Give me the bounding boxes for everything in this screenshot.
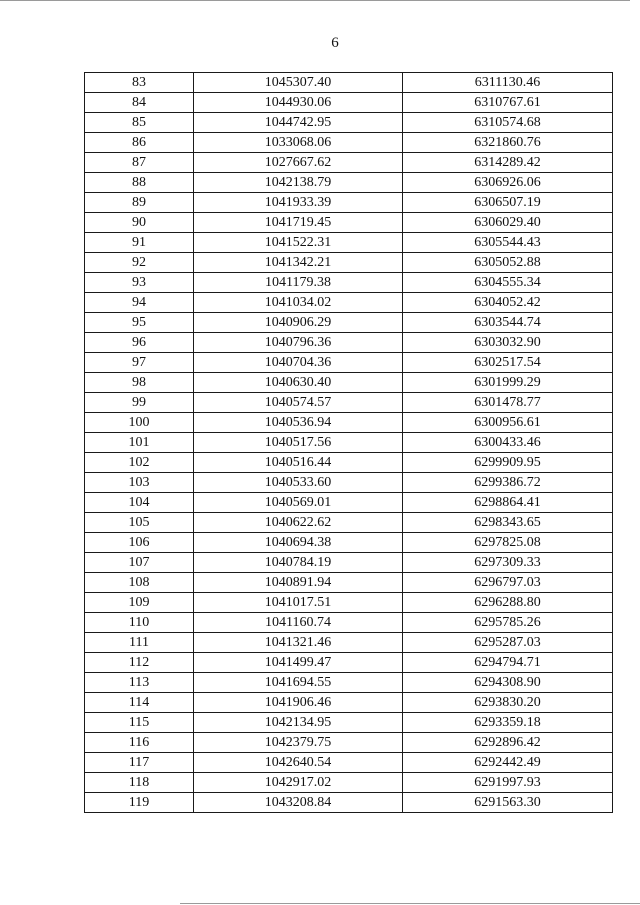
x-coordinate-cell: 1042917.02 [194, 773, 403, 793]
table-row [85, 353, 613, 373]
point-number-cell: 85 [85, 113, 194, 133]
x-coordinate-cell: 1040704.36 [194, 353, 403, 373]
table-row [85, 193, 613, 213]
point-number-cell: 83 [85, 73, 194, 93]
y-coordinate-cell: 6306029.40 [403, 213, 613, 233]
y-coordinate-cell: 6305544.43 [403, 233, 613, 253]
y-coordinate-cell: 6298343.65 [403, 513, 613, 533]
x-coordinate-cell: 1040574.57 [194, 393, 403, 413]
point-number-cell: 90 [85, 213, 194, 233]
x-coordinate-cell: 1042379.75 [194, 733, 403, 753]
table-row [85, 133, 613, 153]
y-coordinate-cell: 6292896.42 [403, 733, 613, 753]
y-coordinate-cell: 6306926.06 [403, 173, 613, 193]
table-row [85, 453, 613, 473]
x-coordinate-cell: 1041719.45 [194, 213, 403, 233]
x-coordinate-cell: 1040694.38 [194, 533, 403, 553]
y-coordinate-cell: 6298864.41 [403, 493, 613, 513]
point-number-cell: 105 [85, 513, 194, 533]
y-coordinate-cell: 6301999.29 [403, 373, 613, 393]
x-coordinate-cell: 1044930.06 [194, 93, 403, 113]
table-row [85, 673, 613, 693]
y-coordinate-cell: 6295287.03 [403, 633, 613, 653]
y-coordinate-cell: 6306507.19 [403, 193, 613, 213]
y-coordinate-cell: 6304052.42 [403, 293, 613, 313]
point-number-cell: 104 [85, 493, 194, 513]
table-row [85, 273, 613, 293]
x-coordinate-cell: 1040784.19 [194, 553, 403, 573]
point-number-cell: 84 [85, 93, 194, 113]
x-coordinate-cell: 1040516.44 [194, 453, 403, 473]
table-row [85, 293, 613, 313]
y-coordinate-cell: 6299386.72 [403, 473, 613, 493]
x-coordinate-cell: 1040906.29 [194, 313, 403, 333]
table-row [85, 773, 613, 793]
table-row [85, 413, 613, 433]
point-number-cell: 114 [85, 693, 194, 713]
y-coordinate-cell: 6310767.61 [403, 93, 613, 113]
x-coordinate-cell: 1041933.39 [194, 193, 403, 213]
table-row [85, 713, 613, 733]
table-row [85, 553, 613, 573]
bottom-divider-line [180, 903, 640, 904]
table-row [85, 333, 613, 353]
y-coordinate-cell: 6294308.90 [403, 673, 613, 693]
x-coordinate-cell: 1042134.95 [194, 713, 403, 733]
point-number-cell: 94 [85, 293, 194, 313]
x-coordinate-cell: 1041321.46 [194, 633, 403, 653]
x-coordinate-cell: 1042138.79 [194, 173, 403, 193]
point-number-cell: 88 [85, 173, 194, 193]
y-coordinate-cell: 6297309.33 [403, 553, 613, 573]
y-coordinate-cell: 6304555.34 [403, 273, 613, 293]
y-coordinate-cell: 6291997.93 [403, 773, 613, 793]
table-row [85, 253, 613, 273]
x-coordinate-cell: 1041499.47 [194, 653, 403, 673]
table-row [85, 613, 613, 633]
y-coordinate-cell: 6294794.71 [403, 653, 613, 673]
x-coordinate-cell: 1041694.55 [194, 673, 403, 693]
x-coordinate-cell: 1040622.62 [194, 513, 403, 533]
point-number-cell: 103 [85, 473, 194, 493]
point-number-cell: 89 [85, 193, 194, 213]
point-number-cell: 93 [85, 273, 194, 293]
table-row [85, 573, 613, 593]
y-coordinate-cell: 6311130.46 [403, 73, 613, 93]
y-coordinate-cell: 6291563.30 [403, 793, 613, 813]
x-coordinate-cell: 1040569.01 [194, 493, 403, 513]
x-coordinate-cell: 1044742.95 [194, 113, 403, 133]
table-row [85, 93, 613, 113]
point-number-cell: 111 [85, 633, 194, 653]
point-number-cell: 101 [85, 433, 194, 453]
point-number-cell: 115 [85, 713, 194, 733]
point-number-cell: 102 [85, 453, 194, 473]
y-coordinate-cell: 6302517.54 [403, 353, 613, 373]
x-coordinate-cell: 1041017.51 [194, 593, 403, 613]
point-number-cell: 110 [85, 613, 194, 633]
point-number-cell: 100 [85, 413, 194, 433]
x-coordinate-cell: 1043208.84 [194, 793, 403, 813]
point-number-cell: 112 [85, 653, 194, 673]
x-coordinate-cell: 1040517.56 [194, 433, 403, 453]
table-row [85, 393, 613, 413]
y-coordinate-cell: 6292442.49 [403, 753, 613, 773]
table-row [85, 153, 613, 173]
x-coordinate-cell: 1042640.54 [194, 753, 403, 773]
table-row [85, 473, 613, 493]
x-coordinate-cell: 1041522.31 [194, 233, 403, 253]
table-row [85, 653, 613, 673]
table-row [85, 593, 613, 613]
table-row [85, 433, 613, 453]
x-coordinate-cell: 1027667.62 [194, 153, 403, 173]
x-coordinate-cell: 1040891.94 [194, 573, 403, 593]
x-coordinate-cell: 1041160.74 [194, 613, 403, 633]
point-number-cell: 99 [85, 393, 194, 413]
y-coordinate-cell: 6293359.18 [403, 713, 613, 733]
x-coordinate-cell: 1041034.02 [194, 293, 403, 313]
point-number-cell: 97 [85, 353, 194, 373]
table-row [85, 513, 613, 533]
y-coordinate-cell: 6310574.68 [403, 113, 613, 133]
point-number-cell: 116 [85, 733, 194, 753]
table-row [85, 793, 613, 813]
table-row [85, 113, 613, 133]
table-row [85, 313, 613, 333]
y-coordinate-cell: 6300433.46 [403, 433, 613, 453]
x-coordinate-cell: 1041179.38 [194, 273, 403, 293]
point-number-cell: 109 [85, 593, 194, 613]
y-coordinate-cell: 6301478.77 [403, 393, 613, 413]
table-row [85, 533, 613, 553]
table-row [85, 213, 613, 233]
table-row [85, 173, 613, 193]
point-number-cell: 95 [85, 313, 194, 333]
table-row [85, 753, 613, 773]
y-coordinate-cell: 6297825.08 [403, 533, 613, 553]
point-number-cell: 107 [85, 553, 194, 573]
y-coordinate-cell: 6295785.26 [403, 613, 613, 633]
table-row [85, 73, 613, 93]
table-row [85, 693, 613, 713]
x-coordinate-cell: 1041342.21 [194, 253, 403, 273]
point-number-cell: 113 [85, 673, 194, 693]
point-number-cell: 106 [85, 533, 194, 553]
point-number-cell: 96 [85, 333, 194, 353]
coordinates-table-body [85, 73, 613, 813]
y-coordinate-cell: 6303544.74 [403, 313, 613, 333]
x-coordinate-cell: 1040533.60 [194, 473, 403, 493]
y-coordinate-cell: 6296288.80 [403, 593, 613, 613]
table-row [85, 633, 613, 653]
y-coordinate-cell: 6293830.20 [403, 693, 613, 713]
table-row [85, 493, 613, 513]
x-coordinate-cell: 1040796.36 [194, 333, 403, 353]
x-coordinate-cell: 1040536.94 [194, 413, 403, 433]
point-number-cell: 86 [85, 133, 194, 153]
table-row [85, 373, 613, 393]
x-coordinate-cell: 1041906.46 [194, 693, 403, 713]
y-coordinate-cell: 6296797.03 [403, 573, 613, 593]
y-coordinate-cell: 6303032.90 [403, 333, 613, 353]
x-coordinate-cell: 1045307.40 [194, 73, 403, 93]
table-row [85, 233, 613, 253]
y-coordinate-cell: 6299909.95 [403, 453, 613, 473]
point-number-cell: 92 [85, 253, 194, 273]
page-number: 6 [331, 35, 339, 51]
y-coordinate-cell: 6314289.42 [403, 153, 613, 173]
y-coordinate-cell: 6300956.61 [403, 413, 613, 433]
table-row [85, 733, 613, 753]
point-number-cell: 91 [85, 233, 194, 253]
y-coordinate-cell: 6305052.88 [403, 253, 613, 273]
point-number-cell: 119 [85, 793, 194, 813]
top-divider-line [0, 0, 630, 1]
coordinates-table [84, 72, 613, 813]
x-coordinate-cell: 1033068.06 [194, 133, 403, 153]
point-number-cell: 117 [85, 753, 194, 773]
point-number-cell: 118 [85, 773, 194, 793]
point-number-cell: 108 [85, 573, 194, 593]
y-coordinate-cell: 6321860.76 [403, 133, 613, 153]
x-coordinate-cell: 1040630.40 [194, 373, 403, 393]
point-number-cell: 98 [85, 373, 194, 393]
point-number-cell: 87 [85, 153, 194, 173]
